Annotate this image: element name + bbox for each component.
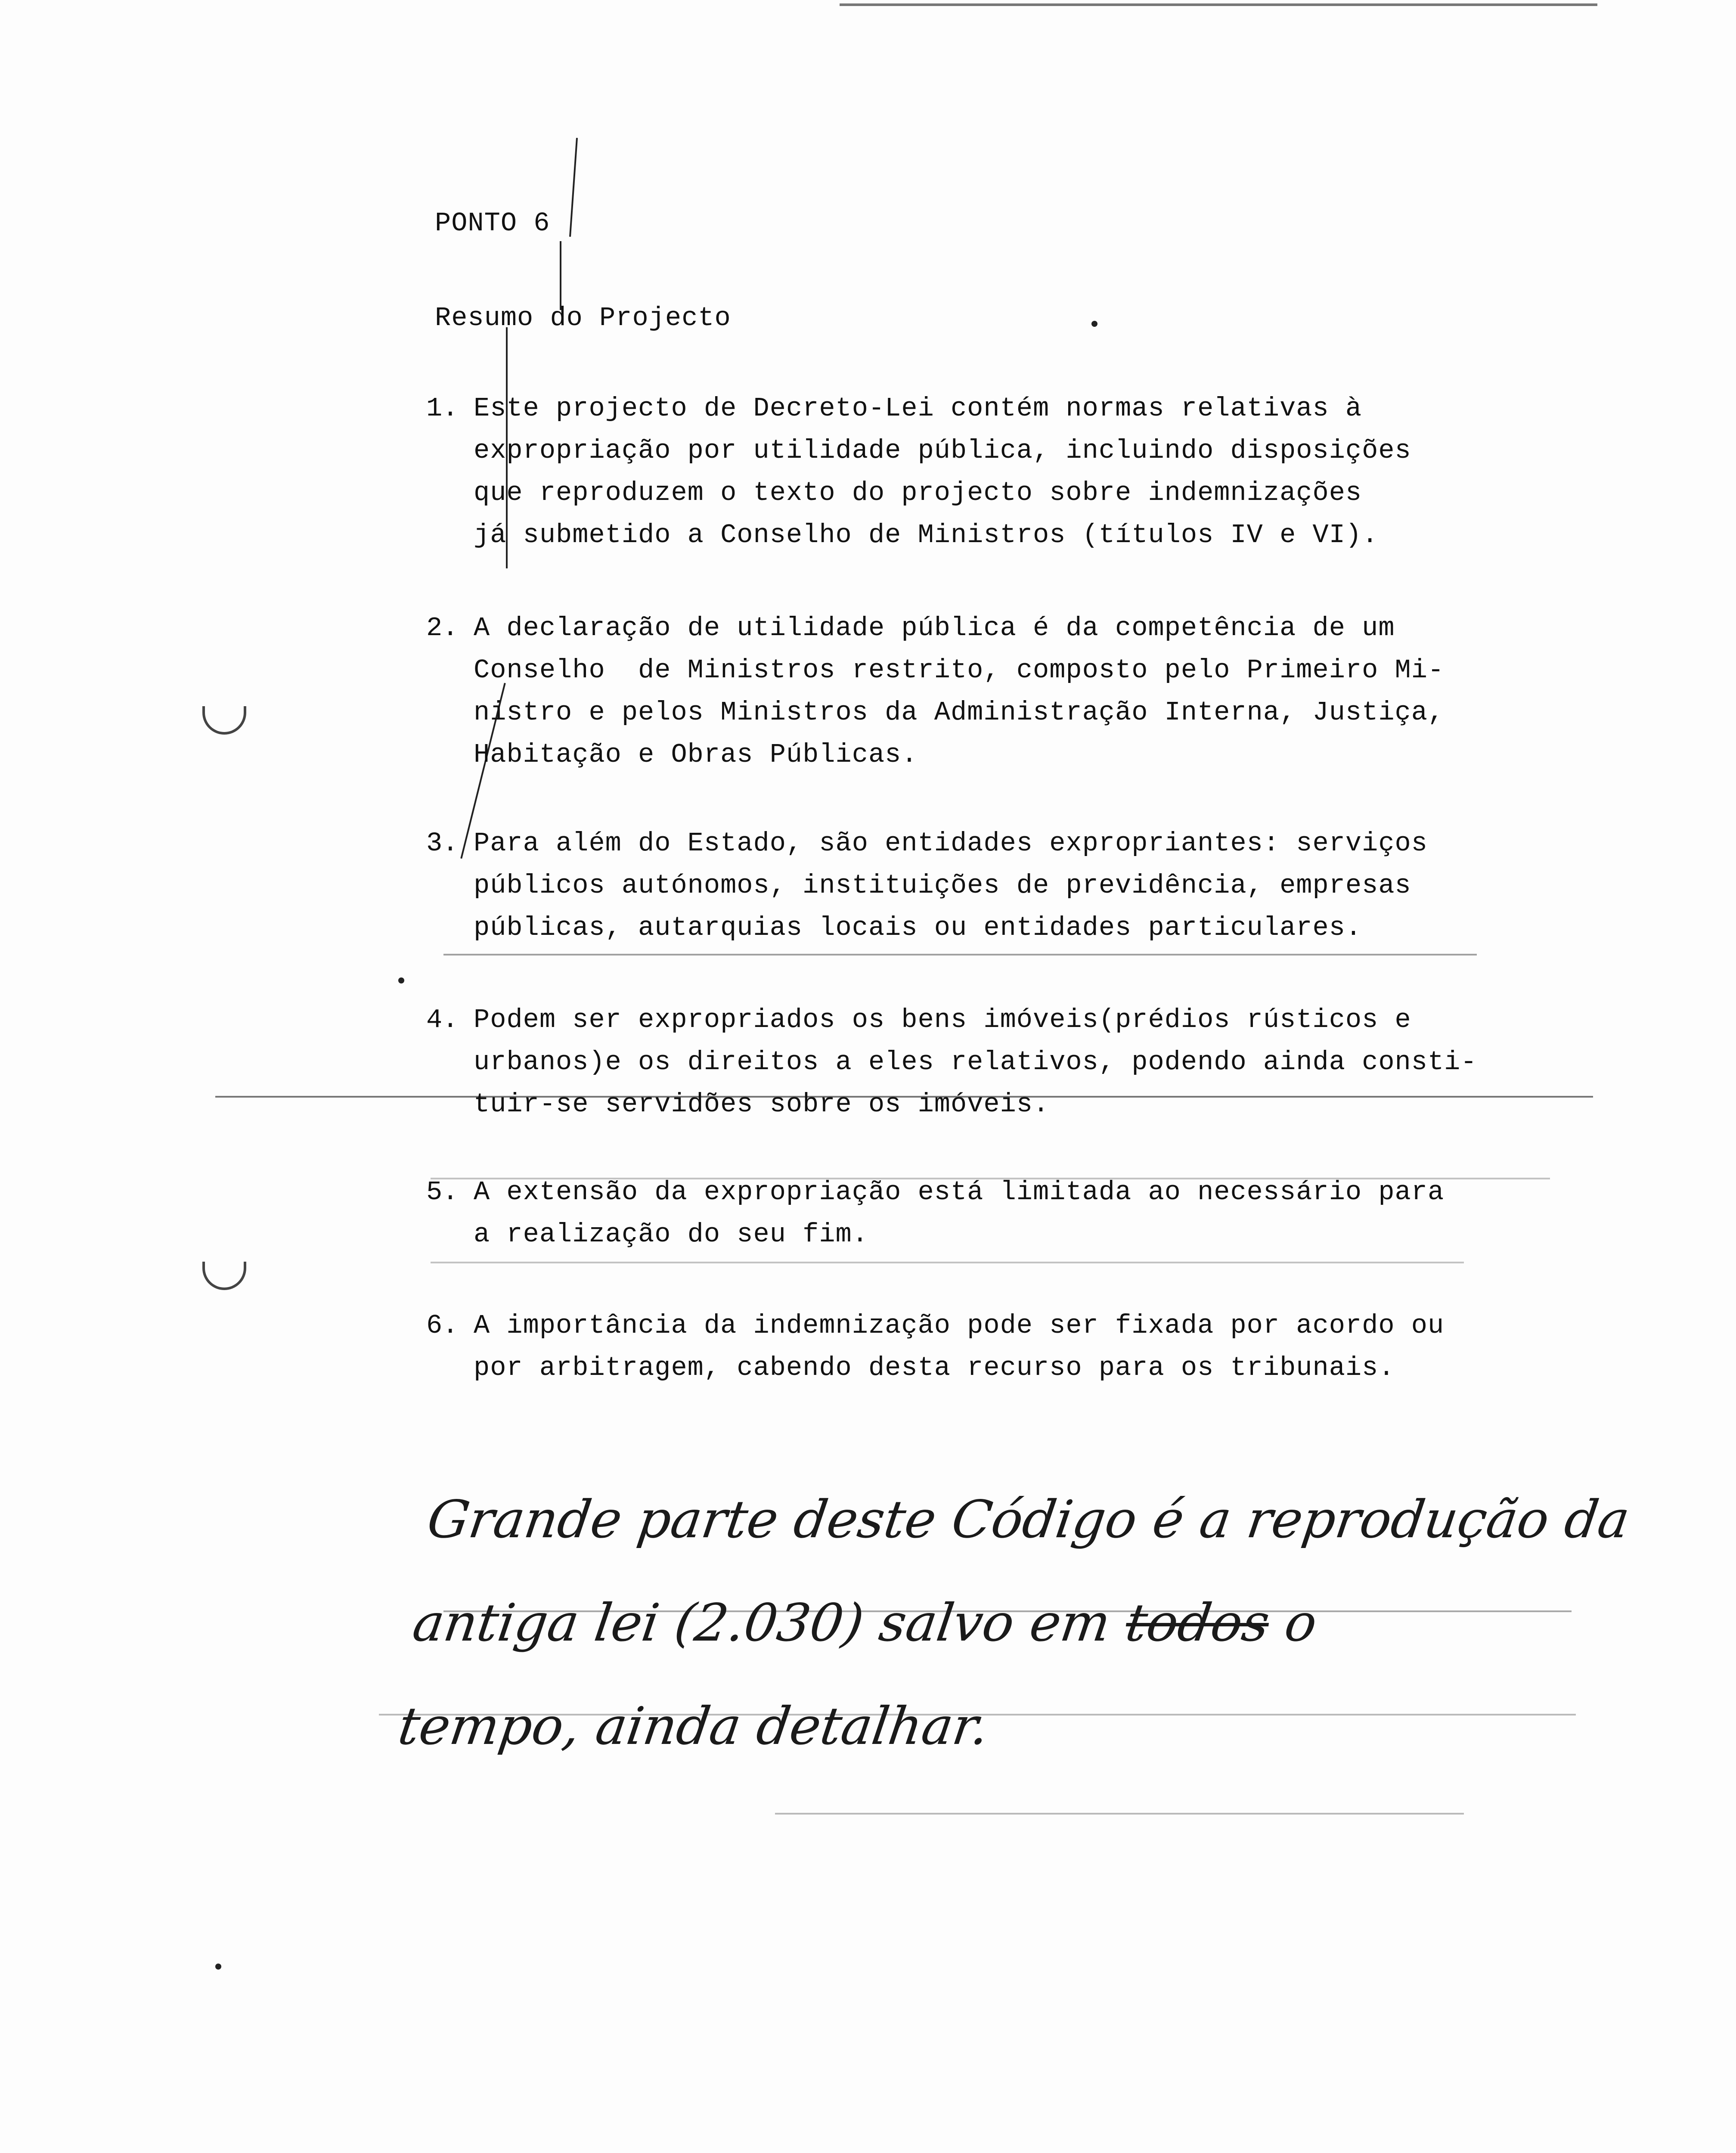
item-number: 4.: [426, 1005, 459, 1035]
handwritten-line: tempo, ainda detalhar.: [394, 1697, 993, 1756]
handwritten-line: Grande parte deste Código é a reprodução da: [424, 1490, 1634, 1550]
item-text-line: urbanos)e os direitos a eles relativos, podendo ainda consti-: [474, 1047, 1477, 1077]
item-text-line: tuir-se servidões sobre os imóveis.: [474, 1089, 1050, 1120]
item-text-line: A declaração de utilidade pública é da competência de um: [474, 613, 1395, 643]
handwritten-line: [406, 1572, 1454, 1675]
item-text-line: Habitação e Obras Públicas.: [474, 739, 918, 770]
punch-hole: [202, 706, 246, 735]
document-subheading: Resumo do Projecto: [435, 303, 731, 333]
item-text-line: Este projecto de Decreto-Lei contém normas relativas à: [474, 393, 1362, 424]
handwritten-note: [391, 1468, 1634, 1778]
item-number: 6.: [426, 1310, 459, 1341]
item-text-line: Para além do Estado, são entidades expropriantes: serviços: [474, 828, 1428, 859]
item-number: 5.: [426, 1177, 459, 1207]
handwritten-text: o: [1265, 1593, 1321, 1653]
scan-edge-line: [840, 3, 1597, 6]
handwritten-text: antiga lei (2.030) salvo em: [409, 1593, 1131, 1653]
item-text-line: por arbitragem, cabendo desta recurso para os tribunais.: [474, 1353, 1395, 1383]
item-text-line: já submetido a Conselho de Ministros (títulos IV e VI).: [474, 520, 1379, 550]
pen-mark: [569, 138, 578, 237]
item-text-line: A importância da indemnização pode ser fixada por acordo ou: [474, 1310, 1445, 1341]
item-number: 3.: [426, 828, 459, 859]
faint-rule: [431, 1262, 1464, 1263]
item-text-line: Conselho de Ministros restrito, composto pelo Primeiro Mi-: [474, 655, 1445, 686]
item-number: 1.: [426, 393, 459, 424]
struck-word: todos: [1122, 1593, 1273, 1653]
item-text-line: Podem ser expropriados os bens imóveis(prédios rústicos e: [474, 1005, 1411, 1035]
faint-rule: [775, 1813, 1464, 1815]
item-number: 2.: [426, 613, 459, 643]
speck: [1091, 321, 1097, 327]
item-text-line: que reproduzem o texto do projecto sobre indemnizações: [474, 478, 1362, 508]
item-text-line: públicos autónomos, instituições de previdência, empresas: [474, 870, 1411, 901]
faint-rule: [443, 954, 1477, 956]
item-text-line: a realização do seu fim.: [474, 1219, 868, 1250]
speck: [398, 977, 404, 983]
punch-hole: [202, 1262, 246, 1290]
item-text-line: expropriação por utilidade pública, incluindo disposições: [474, 435, 1411, 466]
item-text-line: nistro e pelos Ministros da Administração Interna, Justiça,: [474, 697, 1445, 728]
item-text-line: A extensão da expropriação está limitada ao necessário para: [474, 1177, 1445, 1207]
document-heading: PONTO 6: [435, 208, 550, 239]
speck: [215, 1964, 221, 1970]
item-text-line: públicas, autarquias locais ou entidades particulares.: [474, 912, 1362, 943]
